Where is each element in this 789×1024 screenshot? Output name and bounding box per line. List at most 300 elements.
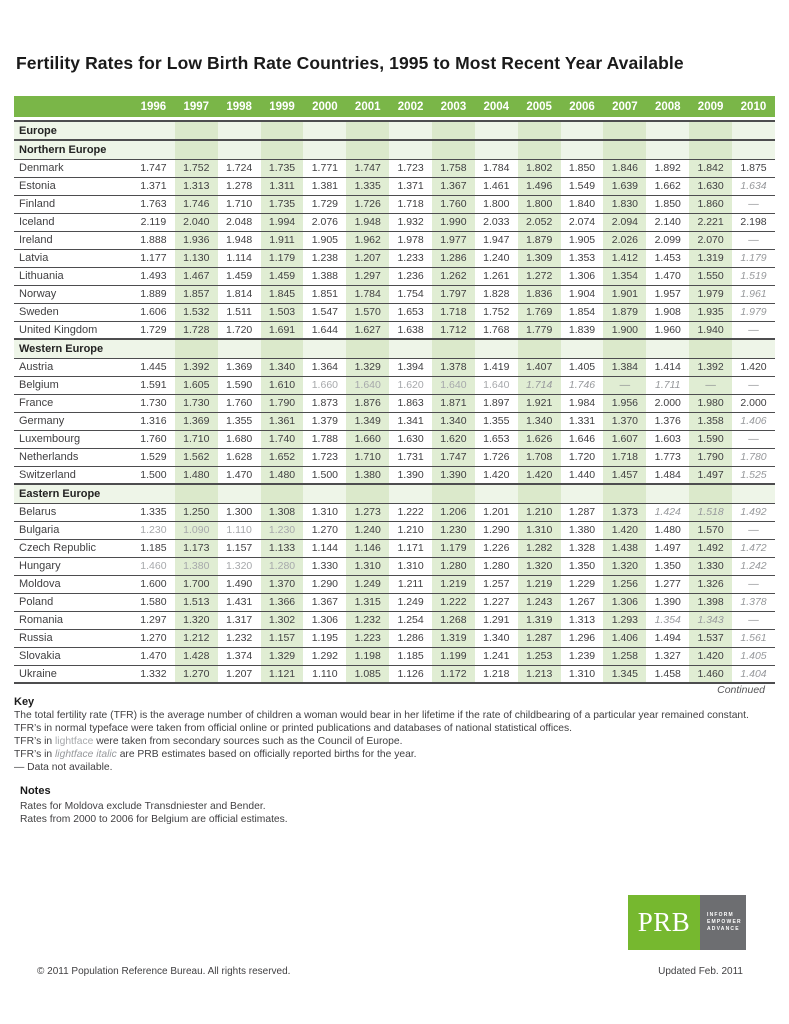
tfr-value: 1.731 (397, 451, 424, 463)
tfr-value: 1.638 (397, 323, 424, 336)
table-row (14, 303, 775, 321)
section-header-cell (132, 121, 175, 140)
section-header-cell (218, 140, 261, 159)
tfr-value: 1.238 (311, 252, 338, 264)
tfr-value: 1.213 (518, 665, 561, 683)
tfr-value: 1.370 (261, 575, 304, 593)
tfr-value: 1.185 (140, 542, 167, 554)
section-header-cell (689, 484, 732, 503)
tfr-value: 1.901 (603, 285, 646, 303)
tfr-value: 1.979 (740, 306, 767, 318)
tfr-value: 1.460 (689, 665, 732, 683)
section-header-row (14, 484, 775, 503)
section-header-cell (132, 339, 175, 358)
section-label: Eastern Europe (14, 484, 132, 503)
section-header-cell (475, 339, 518, 358)
tfr-value: 1.730 (175, 394, 218, 412)
tfr-value: 1.390 (654, 596, 681, 608)
section-header-cell (218, 339, 261, 358)
tfr-value: 1.230 (261, 521, 304, 539)
tfr-value: 1.300 (226, 506, 253, 518)
tfr-value: 1.493 (140, 270, 167, 282)
table-row (14, 521, 775, 539)
table-row (14, 285, 775, 303)
prb-tagline-advance: ADVANCE (707, 926, 740, 932)
tfr-value: 1.367 (311, 596, 338, 608)
country-name: Romania (14, 611, 132, 629)
tfr-value: 1.511 (226, 306, 252, 318)
table-row (14, 195, 775, 213)
tfr-value: 1.458 (654, 667, 681, 680)
section-header-cell (603, 140, 646, 159)
country-name: Poland (14, 593, 132, 611)
table-row (14, 539, 775, 557)
year-header-corner (14, 96, 132, 117)
tfr-value: — (748, 524, 759, 536)
tfr-value: 1.519 (740, 270, 767, 282)
tfr-value: 1.627 (346, 321, 389, 339)
year-header-cell: 1998 (226, 100, 252, 113)
section-header-row (14, 121, 775, 140)
tfr-value: 1.355 (226, 415, 253, 427)
year-header-cell: 2008 (654, 100, 681, 113)
tfr-value: 1.492 (740, 506, 767, 518)
tfr-value: 1.198 (346, 647, 389, 665)
tfr-value: 1.350 (568, 560, 596, 572)
tfr-value: 1.840 (568, 198, 596, 210)
tfr-value: 1.420 (518, 466, 561, 484)
section-header-cell (218, 121, 261, 140)
tfr-value: 1.320 (518, 557, 561, 575)
tfr-value: 1.297 (346, 267, 389, 285)
tfr-value: 1.343 (689, 611, 732, 629)
tfr-value: 1.290 (483, 524, 510, 536)
tfr-value: 1.634 (740, 180, 767, 192)
table-row (14, 159, 775, 177)
tfr-value: 1.788 (311, 433, 338, 445)
tfr-value: 1.875 (740, 162, 767, 174)
country-name: Hungary (14, 557, 132, 575)
tfr-value: 1.780 (740, 451, 767, 463)
tfr-value: 1.494 (654, 632, 681, 644)
section-label: Northern Europe (14, 140, 132, 159)
section-header-cell (732, 484, 775, 503)
tfr-value: 1.445 (140, 361, 167, 373)
tfr-value: 1.292 (311, 650, 338, 662)
tfr-value: 1.500 (140, 468, 167, 481)
tfr-value: 1.888 (140, 234, 167, 246)
tfr-value: 1.497 (654, 542, 681, 554)
tfr-value: 1.243 (518, 593, 561, 611)
table-row (14, 394, 775, 412)
tfr-value: 1.871 (432, 394, 475, 412)
tfr-value: 1.257 (483, 578, 510, 590)
tfr-value: 1.311 (261, 177, 304, 195)
tfr-value: 1.470 (654, 270, 681, 282)
tfr-value: 1.790 (689, 448, 732, 466)
table-row (14, 593, 775, 611)
prb-logo-green-block (628, 895, 700, 950)
tfr-value: 2.026 (603, 231, 646, 249)
tfr-value: 1.313 (175, 177, 218, 195)
tfr-value: 1.310 (518, 521, 561, 539)
tfr-value: 2.052 (518, 213, 561, 231)
section-header-cell (475, 484, 518, 503)
tfr-value: 1.157 (261, 629, 304, 647)
tfr-value: 2.076 (311, 216, 338, 228)
table-row (14, 249, 775, 267)
year-header-cell: 1999 (269, 100, 295, 113)
tfr-value: 1.319 (432, 629, 475, 647)
tfr-value: 1.371 (140, 180, 167, 192)
tfr-value: 1.085 (346, 665, 389, 683)
tfr-value: 1.691 (261, 321, 304, 339)
tfr-value: 1.892 (654, 162, 681, 174)
tfr-value: 1.390 (432, 466, 475, 484)
table-row (14, 267, 775, 285)
section-header-cell (303, 484, 346, 503)
tfr-value: 1.130 (175, 249, 218, 267)
section-header-cell (389, 339, 432, 358)
section-header-cell (646, 339, 689, 358)
tfr-value: 1.948 (346, 213, 389, 231)
tfr-value: 1.628 (226, 451, 253, 463)
tfr-value: 1.978 (397, 234, 424, 246)
section-header-cell (561, 121, 604, 140)
tfr-value: 1.405 (740, 650, 767, 662)
tfr-value: 1.230 (140, 524, 167, 536)
tfr-value: 1.845 (261, 285, 304, 303)
tfr-value: — (689, 376, 732, 394)
tfr-value: — (603, 376, 646, 394)
tfr-value: 2.074 (568, 216, 596, 228)
tfr-value: 1.710 (175, 430, 218, 448)
country-name: Moldova (14, 575, 132, 593)
tfr-value: 1.172 (432, 665, 475, 683)
tfr-value: 1.747 (346, 159, 389, 177)
tfr-value: 1.480 (261, 466, 304, 484)
tfr-value: 1.315 (346, 593, 389, 611)
tfr-value: 1.253 (518, 647, 561, 665)
tfr-value: 1.660 (346, 430, 389, 448)
tfr-value: 1.908 (654, 306, 681, 318)
prb-logo-tagline-block (700, 895, 746, 950)
tfr-value: 1.962 (346, 231, 389, 249)
section-header-cell (689, 140, 732, 159)
tfr-value: 1.340 (432, 412, 475, 430)
tfr-value: 1.850 (654, 198, 681, 210)
tfr-value: 1.784 (483, 162, 510, 174)
country-name: Denmark (14, 159, 132, 177)
tfr-value: 1.472 (740, 542, 767, 554)
tfr-value: 1.320 (175, 611, 218, 629)
tfr-value: 1.392 (175, 358, 218, 376)
notes-heading: Notes (20, 785, 51, 797)
tfr-value: 1.752 (175, 159, 218, 177)
section-header-cell (603, 339, 646, 358)
section-header-cell (603, 121, 646, 140)
tfr-value: 1.340 (261, 358, 304, 376)
tfr-value: 1.525 (740, 468, 767, 481)
tfr-value: 1.431 (226, 596, 253, 608)
tfr-value: 1.241 (483, 650, 510, 662)
table-row (14, 430, 775, 448)
tfr-value: 1.735 (261, 195, 304, 213)
tfr-value: 1.330 (689, 557, 732, 575)
tfr-value: 1.236 (397, 270, 424, 282)
tfr-value: 1.484 (654, 468, 681, 481)
section-header-cell (646, 140, 689, 159)
country-name: Luxembourg (14, 430, 132, 448)
section-label: Europe (14, 121, 132, 140)
tfr-value: 1.747 (432, 448, 475, 466)
tfr-value: 1.388 (311, 270, 338, 282)
country-name: Sweden (14, 303, 132, 321)
tfr-value: 1.419 (483, 361, 510, 373)
section-header-cell (175, 339, 218, 358)
year-header-cell: 2010 (740, 100, 767, 113)
tfr-value: 1.110 (312, 667, 338, 680)
tfr-value: 1.287 (568, 506, 596, 518)
section-header-cell (218, 484, 261, 503)
tfr-value: 1.287 (518, 629, 561, 647)
tfr-value: 2.040 (175, 213, 218, 231)
section-header-cell (561, 140, 604, 159)
tfr-value: 1.640 (432, 376, 475, 394)
fertility-table-body (14, 121, 775, 683)
tfr-value: — (748, 433, 759, 445)
tfr-value: 1.480 (175, 466, 218, 484)
key-line-normal: TFR’s in normal typeface were taken from official online or printed publications and databases of national statistical offices. (14, 723, 573, 734)
section-header-cell (518, 121, 561, 140)
tfr-value: 1.366 (261, 593, 304, 611)
tfr-value: 1.240 (346, 521, 389, 539)
key-line-lightface-term: lightface (55, 736, 94, 747)
tfr-value: 1.349 (346, 412, 389, 430)
tfr-value: 1.378 (432, 358, 475, 376)
tfr-value: 1.453 (654, 252, 681, 264)
year-header-cell: 2007 (612, 100, 638, 113)
tfr-value: 1.316 (140, 415, 167, 427)
tfr-value: 1.306 (311, 614, 338, 626)
prb-logo-acronym: PRB (637, 907, 691, 937)
country-name: Germany (14, 412, 132, 430)
tfr-value: 1.369 (175, 412, 218, 430)
tfr-value: 1.905 (568, 234, 596, 246)
tfr-value: 1.747 (140, 162, 167, 174)
tfr-value: 1.306 (603, 593, 646, 611)
tfr-value: 1.492 (689, 539, 732, 557)
tfr-value: 1.459 (226, 270, 253, 282)
tfr-value: 1.957 (654, 288, 681, 300)
tfr-value: 1.256 (603, 575, 646, 593)
year-header-cell: 2000 (312, 100, 338, 113)
tfr-value: 1.146 (346, 539, 389, 557)
tfr-value: 1.258 (603, 647, 646, 665)
country-name: France (14, 394, 132, 412)
tfr-value: 1.232 (346, 611, 389, 629)
tfr-value: 1.773 (654, 451, 681, 463)
tfr-value: 1.503 (261, 303, 304, 321)
tfr-value: 1.603 (654, 433, 681, 445)
tfr-value: 1.320 (603, 557, 646, 575)
tfr-value: 1.752 (483, 306, 510, 318)
tfr-value: 1.547 (311, 306, 338, 318)
notes-line-belgium: Rates from 2000 to 2006 for Belgium are official estimates. (20, 814, 288, 825)
tfr-value: 1.948 (226, 234, 253, 246)
tfr-value: 1.373 (603, 503, 646, 521)
tfr-value: 1.272 (518, 267, 561, 285)
tfr-value: 1.280 (483, 560, 510, 572)
tfr-value: 1.354 (603, 267, 646, 285)
tfr-value: 1.570 (346, 303, 389, 321)
table-wrap (14, 120, 775, 684)
section-header-cell (432, 484, 475, 503)
section-header-cell (175, 484, 218, 503)
section-header-cell (432, 121, 475, 140)
key-heading: Key (14, 696, 35, 708)
tfr-value: 1.405 (568, 361, 596, 373)
year-header-cell: 1996 (140, 100, 167, 113)
section-header-cell (389, 140, 432, 159)
tfr-value: 1.860 (689, 195, 732, 213)
tfr-value: 2.119 (140, 216, 167, 228)
tfr-value: 1.708 (518, 448, 561, 466)
tfr-value: 1.956 (603, 394, 646, 412)
section-header-cell (518, 339, 561, 358)
tfr-value: 1.980 (689, 394, 732, 412)
tfr-value: 1.270 (311, 524, 338, 536)
section-header-cell (561, 484, 604, 503)
tfr-value: 1.562 (175, 448, 218, 466)
section-header-cell (389, 121, 432, 140)
tfr-value: 1.879 (518, 231, 561, 249)
year-header-cell: 2004 (483, 100, 510, 113)
tfr-value: 1.219 (518, 575, 561, 593)
tfr-value: 1.201 (483, 506, 510, 518)
tfr-value: 1.335 (346, 177, 389, 195)
tfr-value: 1.340 (518, 412, 561, 430)
tfr-value: 1.406 (603, 629, 646, 647)
tfr-value: 1.438 (603, 539, 646, 557)
tfr-value: 1.640 (483, 379, 510, 391)
tfr-value: 1.223 (346, 629, 389, 647)
tfr-value: 1.293 (603, 611, 646, 629)
key-line-lightface-pre: TFR’s in (14, 736, 56, 747)
tfr-value: 1.320 (226, 560, 253, 572)
tfr-value: 1.310 (397, 560, 424, 572)
updated-date: Updated Feb. 2011 (658, 966, 743, 977)
table-row (14, 557, 775, 575)
tfr-value: 1.392 (689, 358, 732, 376)
tfr-value: 1.177 (140, 252, 167, 264)
tfr-value: 1.328 (568, 542, 596, 554)
tfr-value: 1.280 (432, 557, 475, 575)
tfr-value: 1.740 (261, 430, 304, 448)
section-header-cell (689, 339, 732, 358)
year-header-cell: 2003 (440, 100, 467, 113)
tfr-value: 1.800 (518, 195, 561, 213)
key-line-lightface-italic-pre: TFR’s in (14, 749, 56, 760)
tfr-value: 1.897 (483, 397, 510, 409)
tfr-value: 1.173 (175, 539, 218, 557)
tfr-value: 1.911 (261, 231, 304, 249)
section-header-cell (689, 121, 732, 140)
tfr-value: 1.319 (689, 249, 732, 267)
key-line-lightface-italic-post: are PRB estimates based on officially reported births for the year. (116, 749, 417, 760)
tfr-value: 1.800 (483, 198, 510, 210)
key-line-lightface-italic-term: lightface italic (55, 749, 117, 760)
tfr-value: 1.994 (261, 213, 304, 231)
tfr-value: 1.723 (397, 162, 424, 174)
tfr-value: 1.291 (483, 614, 510, 626)
tfr-value: 1.728 (175, 321, 218, 339)
tfr-value: 1.768 (483, 323, 510, 336)
table-row (14, 412, 775, 430)
tfr-value: 1.977 (432, 231, 475, 249)
year-header-cell: 2009 (697, 100, 724, 113)
section-header-cell (303, 121, 346, 140)
tfr-value: 1.286 (432, 249, 475, 267)
tfr-value: 1.712 (432, 321, 475, 339)
country-name: Belarus (14, 503, 132, 521)
tfr-value: 1.784 (346, 285, 389, 303)
tfr-value: 1.296 (568, 632, 596, 644)
country-name: Finland (14, 195, 132, 213)
tfr-value: 1.961 (740, 288, 767, 300)
prb-tagline-inform: INFORM (707, 912, 734, 918)
tfr-value: 1.239 (568, 650, 596, 662)
page-title: Fertility Rates for Low Birth Rate Countries, 1995 to Most Recent Year Available (16, 53, 684, 73)
tfr-value: 2.048 (226, 216, 253, 228)
tfr-value: 1.371 (397, 180, 424, 192)
tfr-value: 1.424 (654, 506, 681, 518)
section-label: Western Europe (14, 339, 132, 358)
tfr-value: 1.254 (397, 614, 424, 626)
tfr-value: 1.754 (397, 288, 424, 300)
country-name: Lithuania (14, 267, 132, 285)
country-name: Bulgaria (14, 521, 132, 539)
tfr-value: 1.639 (603, 177, 646, 195)
tfr-value: 1.326 (689, 575, 732, 593)
section-header-cell (303, 339, 346, 358)
tfr-value: 1.653 (483, 433, 510, 445)
country-name: Ukraine (14, 665, 132, 683)
tfr-value: 1.644 (311, 323, 338, 336)
tfr-value: 1.384 (603, 358, 646, 376)
key-line-definition: The total fertility rate (TFR) is the average number of children a woman would bear in her lifetime if the rate of childbearing of a particular year remained constant. (14, 710, 749, 721)
tfr-value: 1.332 (140, 667, 167, 680)
tfr-value: 1.390 (397, 468, 424, 481)
section-header-cell (346, 140, 389, 159)
section-header-cell (475, 140, 518, 159)
tfr-value: 1.549 (568, 180, 596, 192)
tfr-value: 1.723 (311, 451, 338, 463)
tfr-value: 1.457 (603, 466, 646, 484)
tfr-value: 1.179 (740, 252, 767, 264)
tfr-value: 1.726 (346, 195, 389, 213)
tfr-value: — (748, 578, 759, 590)
tfr-value: 2.198 (740, 216, 767, 228)
tfr-value: 1.313 (568, 614, 596, 626)
section-header-cell (603, 484, 646, 503)
section-header-cell (646, 484, 689, 503)
tfr-value: 2.033 (483, 216, 510, 228)
tfr-value: 1.354 (654, 614, 681, 626)
tfr-value: 1.947 (483, 234, 510, 246)
tfr-value: 1.720 (226, 323, 253, 336)
tfr-value: 1.626 (518, 430, 561, 448)
